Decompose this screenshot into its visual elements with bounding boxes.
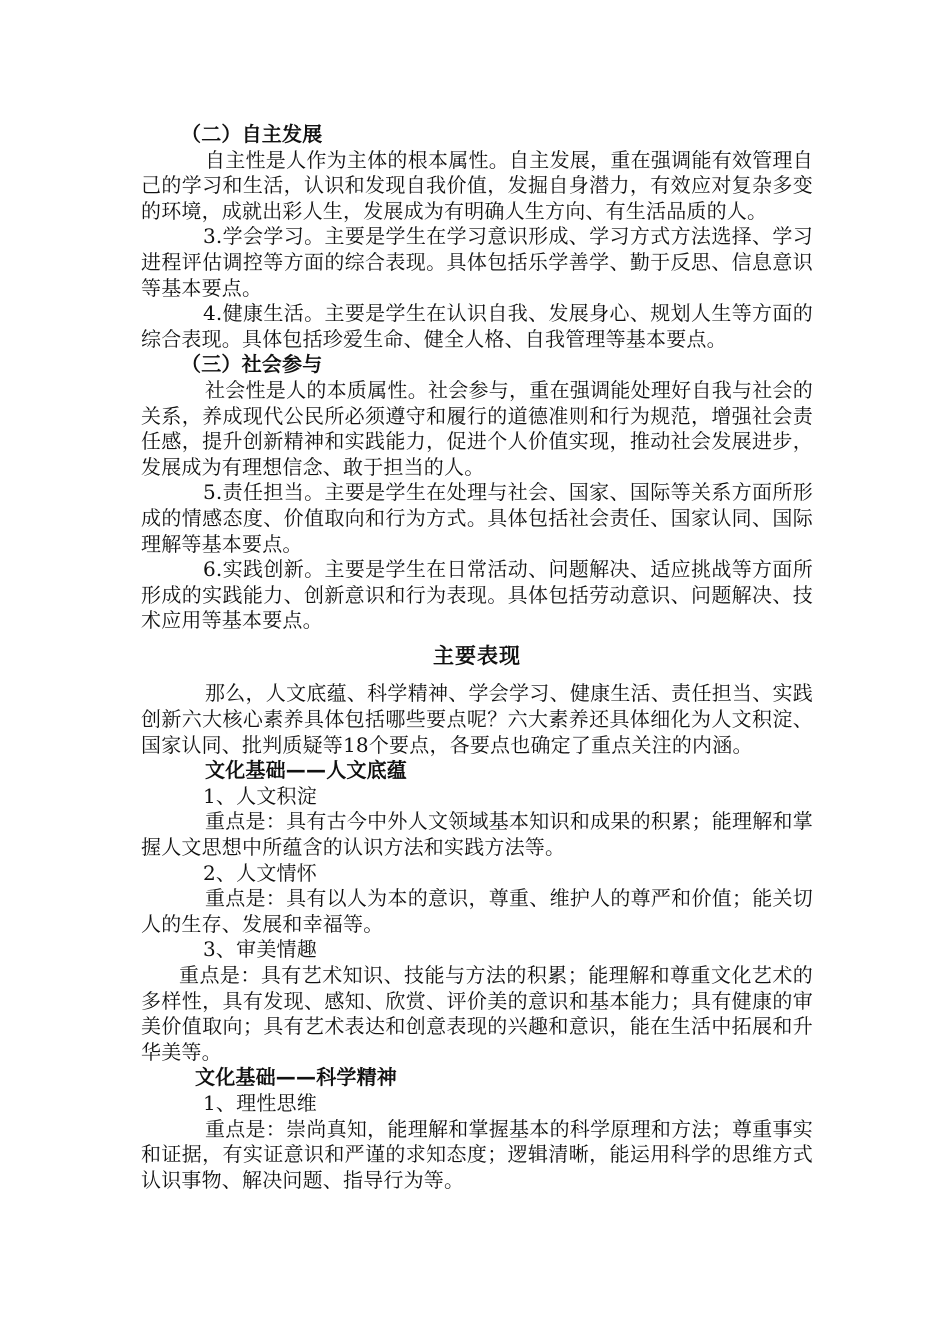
section-heading: 主要表现 (433, 643, 521, 668)
paragraph: 1、理性思维 (203, 1090, 317, 1115)
paragraph: 3.学会学习。主要是学生在学习意识形成、学习方式方法选择、学习进程评估调控等方面的综合表现。具体包括乐学善学、勤于反思、信息意识等基本要点。 (141, 224, 813, 300)
paragraph: 重点是：崇尚真知，能理解和掌握基本的科学原理和方法；尊重事实和证据，有实证意识和严谨的求知态度；逻辑清晰，能运用科学的思维方式认识事物、解决问题、指导行为等。 (141, 1116, 813, 1192)
section-heading: （二）自主发展 (181, 122, 323, 146)
section-heading: 文化基础——人文底蕴 (205, 758, 407, 783)
document-body (141, 122, 813, 1193)
paragraph: 重点是：具有艺术知识、技能与方法的积累；能理解和尊重文化艺术的多样性，具有发现、感知、欣赏、评价美的意识和基本能力；具有健康的审美价值取向；具有艺术表达和创意表现的兴趣和意识，能在生活中拓展和升华美等。 (141, 963, 813, 1064)
paragraph: 自主性是人作为主体的根本属性。自主发展，重在强调能有效管理自己的学习和生活，认识和发现自我价值，发掘自身潜力，有效应对复杂多变的环境，成就出彩人生，发展成为有明确人生方向、有生活品质的人。 (141, 147, 813, 223)
paragraph: 重点是：具有以人为本的意识，尊重、维护人的尊严和价值；能关切人的生存、发展和幸福等。 (141, 886, 813, 936)
paragraph: 重点是：具有古今中外人文领域基本知识和成果的积累；能理解和掌握人文思想中所蕴含的认识方法和实践方法等。 (141, 809, 813, 860)
paragraph: 社会性是人的本质属性。社会参与，重在强调能处理好自我与社会的关系，养成现代公民所必须遵守和履行的道德准则和行为规范，增强社会责任感，提升创新精神和实践能力，促进个人价值实现，推动社会发展进步，发展成为有理想信念、敢于担当的人。 (141, 377, 813, 479)
paragraph: 2、人文情怀 (203, 860, 317, 885)
section-heading: （三）社会参与 (181, 352, 323, 377)
paragraph: 3、审美情趣 (203, 937, 317, 962)
paragraph: 4.健康生活。主要是学生在认识自我、发展身心、规划人生等方面的综合表现。具体包括珍爱生命、健全人格、自我管理等基本要点。 (141, 301, 813, 351)
paragraph: 6.实践创新。主要是学生在日常活动、问题解决、适应挑战等方面所形成的实践能力、创新意识和行为表现。具体包括劳动意识、问题解决、技术应用等基本要点。 (141, 557, 813, 633)
paragraph: 5.责任担当。主要是学生在处理与社会、国家、国际等关系方面所形成的情感态度、价值取向和行为方式。具体包括社会责任、国家认同、国际理解等基本要点。 (141, 480, 813, 556)
paragraph: 1、人文积淀 (203, 783, 317, 808)
section-heading: 文化基础——科学精神 (195, 1065, 397, 1090)
paragraph: 那么，人文底蕴、科学精神、学会学习、健康生活、责任担当、实践创新六大核心素养具体包括哪些要点呢？六大素养还具体细化为人文积淀、国家认同、批判质疑等18个要点，各要点也确定了重点关注的内涵。 (141, 681, 813, 757)
